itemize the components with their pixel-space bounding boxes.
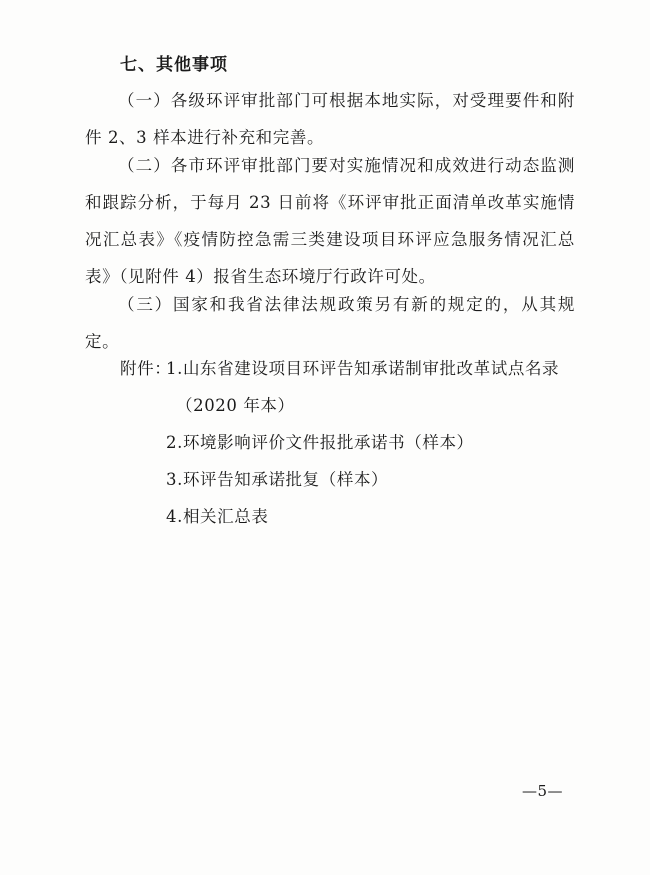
page-number: —5— [522,782,564,800]
attachment-item-1-edition: （2020 年本） [176,396,295,415]
attachment-item-2: 2.环境影响评价文件报批承诺书（样本） [166,433,474,452]
paragraph-3: （三）国家和我省法律法规政策另有新的规定的，从其规定。 [85,295,575,351]
attachments-label: 附件： [120,359,172,378]
paragraph-2: （二）各市环评审批部门要对实施情况和成效进行动态监测和跟踪分析，于每月 23 日前将《环评审批正面清单改革实施情况汇总表》《疫情防控急需三类建设项目环评应急服务情况汇总表》（见附件 4）报省生态环境厅行政许可处。 [85,156,575,286]
attachments-list [166,350,586,535]
attachment-item-3: 3.环评告知承诺批复（样本） [166,470,389,489]
attachment-item-1: 1.山东省建设项目环评告知承诺制审批改革试点名录 [166,359,560,378]
section-heading: 七、其他事项 [120,55,228,75]
attachment-item-4: 4.相关汇总表 [166,507,269,526]
paragraph-1: （一）各级环评审批部门可根据本地实际，对受理要件和附件 2、3 样本进行补充和完善。 [85,91,575,147]
